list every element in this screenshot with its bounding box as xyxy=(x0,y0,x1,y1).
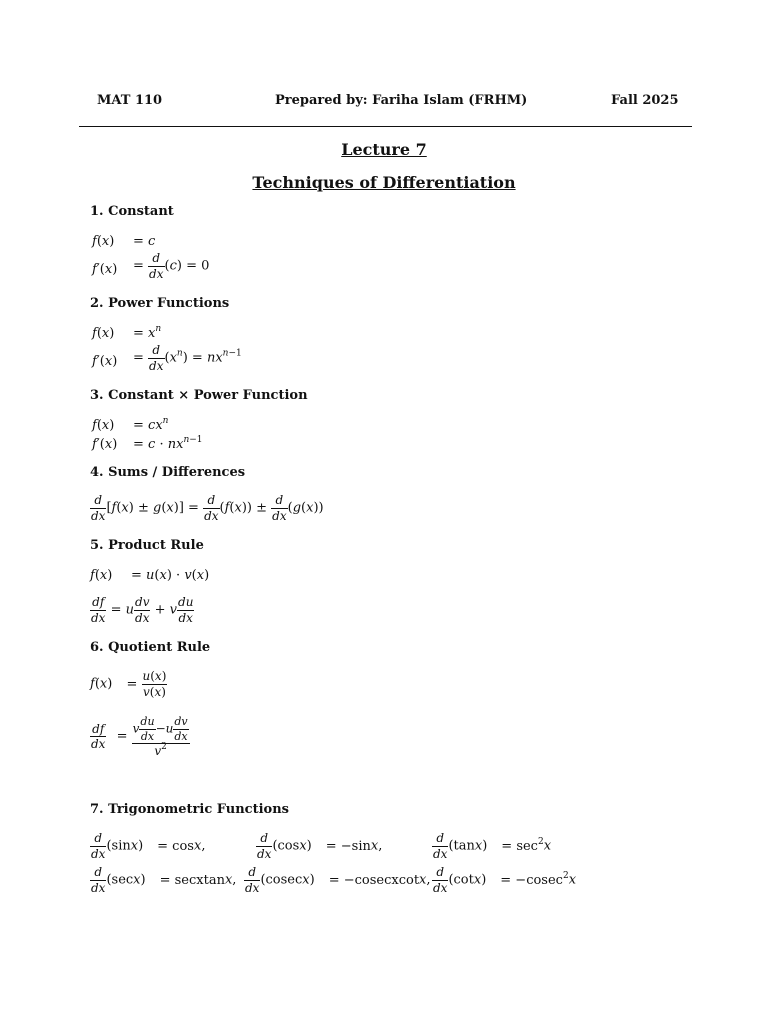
formula-trig-cos: $\frac{d}{dx}$ (cosx) = −sinx, xyxy=(257,831,383,861)
formula-power-f-value: = $x^n$ xyxy=(133,324,162,341)
formula-cpower-f-value: = $cx^n$ xyxy=(133,416,169,433)
section-heading-power: 2. Power Functions xyxy=(90,296,230,311)
header-divider xyxy=(79,126,692,127)
course-code: MAT 110 xyxy=(97,93,163,108)
formula-product-f-value: = u(x) · v(x) xyxy=(131,568,210,583)
formula-product-f: f(x) xyxy=(90,568,113,583)
formula-cpower-derivative: = $c \cdot nx^{n-1}$ xyxy=(133,435,203,452)
formula-constant-f: f(x) xyxy=(92,234,115,249)
section-heading-trig: 7. Trigonometric Functions xyxy=(90,802,289,817)
prepared-by: Prepared by: Fariha Islam (FRHM) xyxy=(275,93,528,108)
section-heading-constant-power: 3. Constant × Power Function xyxy=(90,388,308,403)
formula-power-fprime: f′(x) xyxy=(92,354,118,369)
topic-title: Techniques of Differentiation xyxy=(252,173,516,192)
formula-constant-derivative: = $\frac{d}{dx}$ (c) = 0 xyxy=(133,251,210,281)
section-heading-quotient: 6. Quotient Rule xyxy=(90,640,211,655)
formula-sum-rule: $\frac{d}{dx}$ [f(x) ± g(x)] = $\frac{d}{dx}$ (f(x)) ± $\frac{d}{dx}$ (g(x)) xyxy=(91,493,324,523)
formula-constant-fprime: f′(x) xyxy=(92,262,118,277)
formula-cpower-f: f(x) xyxy=(92,418,115,433)
formula-trig-cosec: $\frac{d}{dx}$ (cosecx) = −cosecxcotx, xyxy=(245,865,431,895)
formula-cpower-fprime: f′(x) xyxy=(92,437,118,452)
formula-trig-sec: $\frac{d}{dx}$ (secx) = secxtanx, xyxy=(91,865,237,895)
formula-power-derivative: = $\frac{d}{dx}$ $(x^n) = nx^{n-1}$ xyxy=(133,343,242,373)
formula-constant-f-value: = c xyxy=(133,234,156,249)
formula-trig-cot: $\frac{d}{dx}$ (cotx) = −cosec$^2$x xyxy=(433,865,577,895)
section-heading-product: 5. Product Rule xyxy=(90,538,204,553)
lecture-title: Lecture 7 xyxy=(341,140,427,159)
formula-trig-sin: $\frac{d}{dx}$ (sinx) = cosx, xyxy=(91,831,206,861)
section-heading-constant: 1. Constant xyxy=(90,204,174,219)
formula-trig-tan: $\frac{d}{dx}$ $(\tan x) = \sec^2x$ xyxy=(433,831,552,861)
formula-product-derivative: $\frac{df}{dx}$ = u $\frac{dv}{dx}$ + v $\frac{du}{dx}$ xyxy=(91,595,194,625)
formula-quotient-derivative: $\frac{df}{dx}$ = v $\frac{du}{dx}$ −u $\frac{dv}{dx}$ $v^2$ xyxy=(91,715,188,759)
section-heading-sums: 4. Sums / Differences xyxy=(90,465,246,480)
formula-power-f: f(x) xyxy=(92,326,115,341)
formula-quotient-f: f(x) = $\frac{u(x)}{v(x)}$ xyxy=(90,669,167,699)
term: Fall 2025 xyxy=(611,93,679,108)
